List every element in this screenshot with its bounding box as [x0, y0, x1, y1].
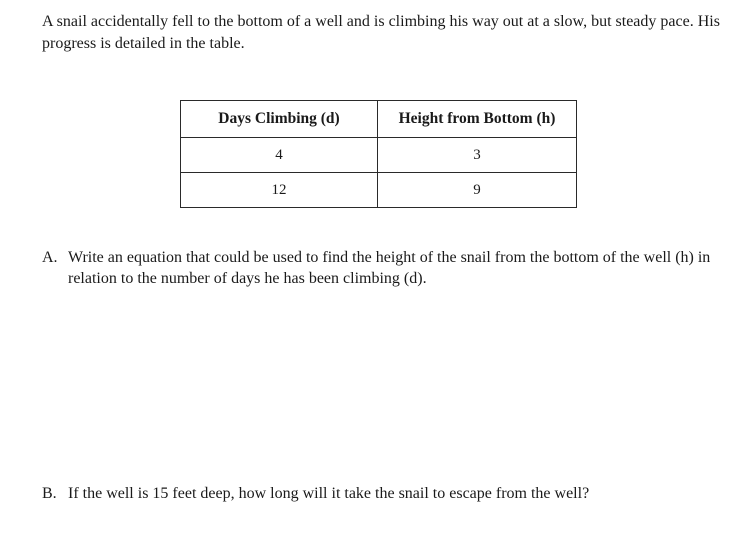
table-header-row [181, 101, 577, 138]
question-b-marker: B. [42, 485, 57, 502]
progress-table [180, 100, 577, 208]
question-b-text: If the well is 15 feet deep, how long will it take the snail to escape from the well? [68, 485, 590, 502]
header-height-from-bottom: Height from Bottom (h) [378, 101, 577, 138]
question-a-marker: A. [42, 249, 58, 266]
table-row [181, 138, 577, 173]
cell-height: 9 [378, 173, 577, 208]
header-days-climbing: Days Climbing (d) [181, 101, 378, 138]
question-a-text: Write an equation that could be used to find the height of the snail from the bottom of the well (h) in relation to the number of days he has been climbing (d). [68, 249, 711, 287]
cell-days: 12 [181, 173, 378, 208]
question-a [42, 247, 712, 289]
cell-height: 3 [378, 138, 577, 173]
problem-intro: A snail accidentally fell to the bottom of a well and is climbing his way out at a slow, but steady pace. His progress is detailed in the table. [42, 13, 720, 52]
table-row [181, 173, 577, 208]
question-b [42, 483, 712, 504]
cell-days: 4 [181, 138, 378, 173]
